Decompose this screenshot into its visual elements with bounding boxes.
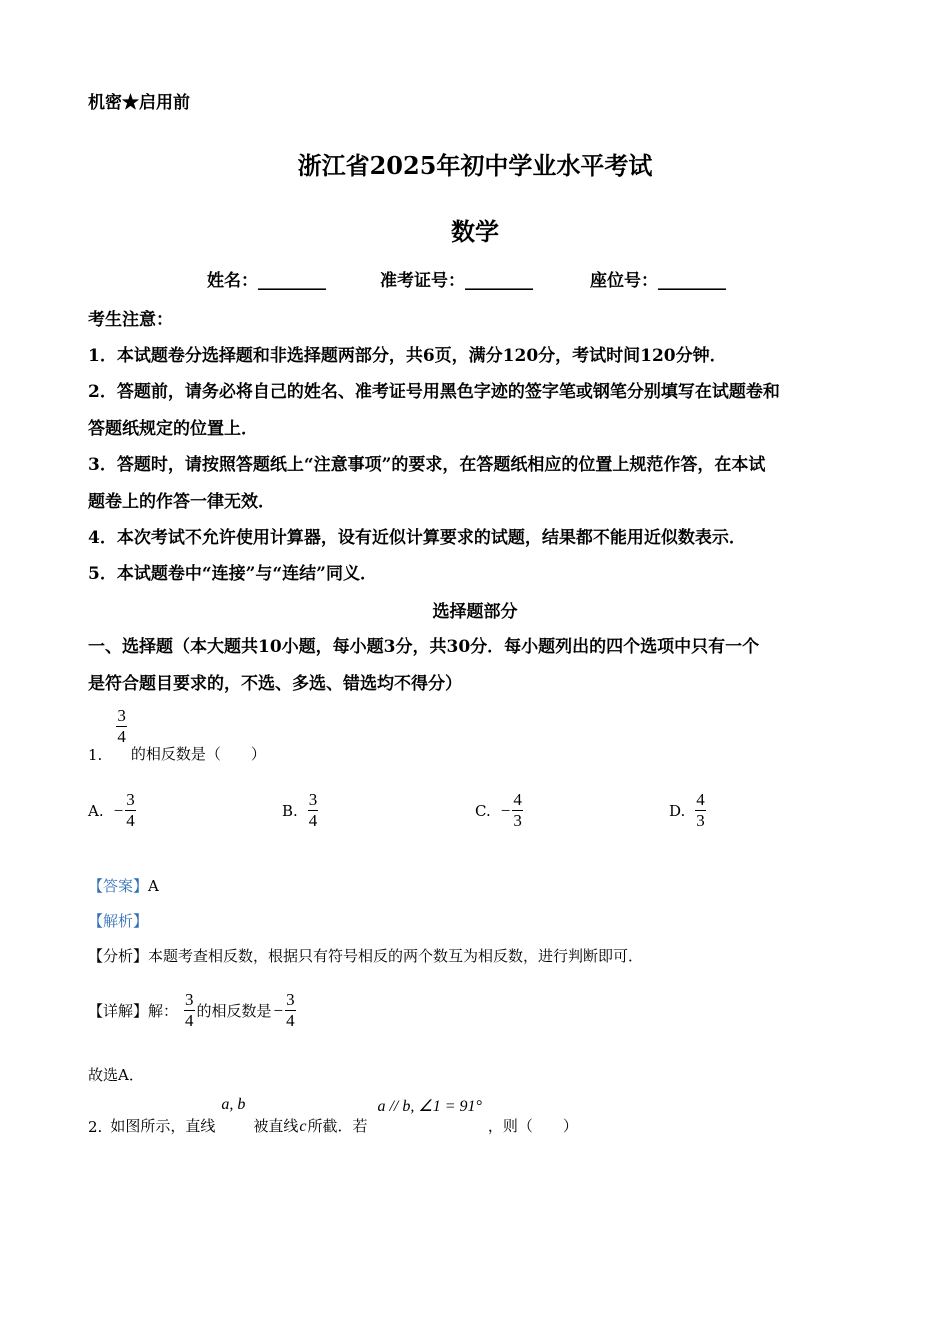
question-2-number: 2.	[88, 1118, 103, 1136]
section-title: 选择题部分	[432, 602, 518, 622]
exam-id-blank: ________	[465, 271, 533, 291]
notice-item-5: 5．本试题卷中“连接”与“连结”同义．	[88, 564, 377, 584]
subject-title: 数学	[451, 217, 499, 246]
fraction-numerator: 3	[185, 990, 194, 1009]
notice-heading: 考生注意：	[88, 310, 173, 330]
detail-line	[88, 990, 296, 1031]
fraction-denominator: 3	[696, 811, 705, 830]
question-2	[88, 1096, 578, 1136]
seat-label: 座位号：	[590, 271, 658, 291]
exam-id-field	[380, 266, 533, 291]
fraction-denominator: 4	[117, 727, 126, 746]
question-2-text-c: 所截．若	[307, 1117, 368, 1135]
name-field	[207, 266, 326, 291]
fraction-denominator: 4	[126, 811, 135, 830]
detail-text: 的相反数是	[196, 1002, 272, 1020]
option-d-fraction	[695, 790, 706, 831]
analysis-line	[88, 945, 643, 966]
question-2-var-c: c	[299, 1118, 307, 1135]
detail-fraction	[184, 990, 195, 1031]
fraction-numerator: 3	[117, 706, 126, 725]
notice-item-4: 4．本次考试不允许使用计算器，设有近似计算要求的试题，结果都不能用近似数表示．	[88, 528, 746, 548]
option-b-fraction	[308, 790, 319, 831]
detail-label: 【详解】解：	[88, 1002, 179, 1020]
detail-result-fraction	[285, 990, 296, 1031]
fraction-denominator: 4	[286, 1011, 295, 1030]
notice-item-3: 3．答题时，请按照答题纸上“注意事项”的要求，在答题纸相应的位置上规范作答，在本试	[88, 455, 766, 475]
section-intro-line1: 一、选择题（本大题共10小题，每小题3分，共30分．每小题列出的四个选项中只有一个	[88, 637, 760, 657]
fraction-numerator: 4	[696, 790, 705, 809]
answer-value: A	[148, 877, 159, 895]
analysis-text: 本题考查相反数，根据只有符号相反的两个数互为相反数，进行判断即可．	[148, 947, 644, 965]
option-d-label: D.	[669, 801, 686, 820]
option-c-label: C.	[475, 801, 491, 820]
question-2-text-d: ，则（ ）	[487, 1117, 578, 1135]
fraction-numerator: 3	[126, 790, 135, 809]
option-a	[88, 790, 136, 831]
analysis-tag: 【解析】	[88, 912, 149, 930]
option-a-fraction	[125, 790, 136, 831]
question-1-text: 的相反数是（ ）	[130, 745, 266, 763]
seat-field	[590, 266, 726, 291]
question-1	[88, 706, 266, 766]
question-2-text-a: 如图所示，直线	[110, 1117, 216, 1135]
option-b-label: B.	[282, 801, 298, 820]
option-a-label: A.	[88, 801, 104, 820]
fraction-denominator: 3	[513, 811, 522, 830]
analysis-label: 【分析】	[88, 947, 149, 965]
question-2-var-ab: a, b	[221, 1096, 246, 1113]
question-1-fraction	[116, 706, 127, 747]
question-2-text-b: 被直线	[253, 1117, 299, 1135]
name-blank: ________	[258, 271, 326, 291]
confidential-label: 机密★启用前	[88, 93, 190, 113]
detail-sign: −	[273, 1000, 284, 1020]
fraction-numerator: 3	[286, 990, 295, 1009]
question-2-condition: a // b, ∠1 = 91°	[377, 1098, 482, 1115]
section-intro-line2: 是符合题目要求的，不选、多选、错选均不得分）	[88, 674, 462, 694]
notice-item-2: 2．答题前，请务必将自己的姓名、准考证号用黑色字迹的签字笔或钢笔分别填写在试题卷和	[88, 382, 780, 402]
notice-item-1: 1．本试题卷分选择题和非选择题两部分，共6页，满分120分，考试时间120分钟．	[88, 346, 727, 366]
option-b	[282, 790, 318, 831]
fraction-numerator: 3	[308, 790, 318, 809]
conclusion: 故选A．	[88, 1066, 144, 1084]
fraction-denominator: 4	[185, 1011, 194, 1030]
notice-item-2-cont: 答题纸规定的位置上．	[88, 419, 258, 439]
notice-item-3-cont: 题卷上的作答一律无效．	[88, 492, 275, 512]
option-d	[669, 790, 706, 831]
exam-id-label: 准考证号：	[380, 271, 465, 291]
fraction-denominator: 4	[308, 811, 318, 830]
option-c-fraction	[512, 790, 523, 831]
name-label: 姓名：	[207, 271, 258, 291]
answer-tag: 【答案】	[88, 877, 149, 895]
answer-line	[88, 875, 159, 896]
question-1-number: 1.	[88, 746, 103, 764]
seat-blank: ________	[658, 271, 726, 291]
option-a-sign: −	[113, 800, 124, 820]
option-c-sign: −	[500, 800, 511, 820]
option-c	[475, 790, 523, 831]
fraction-numerator: 4	[513, 790, 522, 809]
exam-title: 浙江省2025年初中学业水平考试	[297, 151, 653, 180]
